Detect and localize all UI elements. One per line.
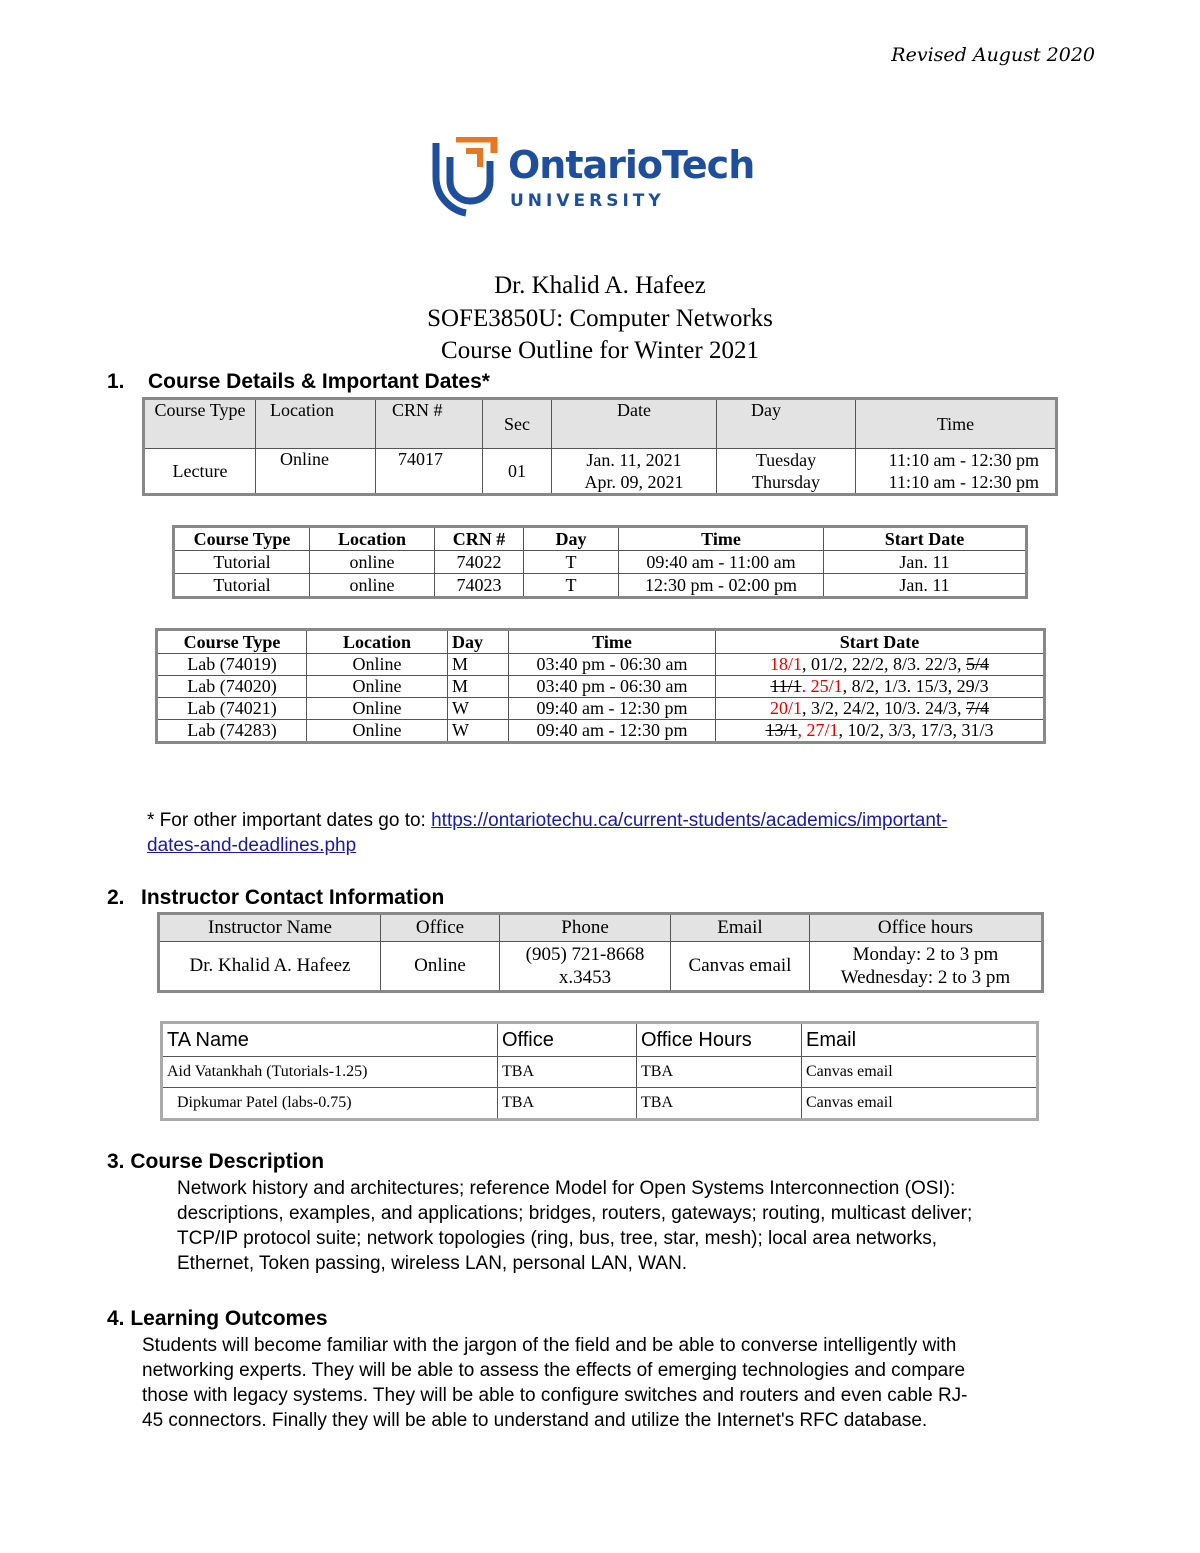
lab-time: 09:40 am - 12:30 pm	[509, 720, 716, 743]
lecture-time-1: 11:10 am - 12:30 pm	[888, 450, 1039, 470]
col-ta-name: TA Name	[162, 1023, 498, 1057]
col-office: Office	[498, 1023, 637, 1057]
tutorial-table	[172, 525, 1028, 599]
tutorial-time: 12:30 pm - 02:00 pm	[619, 574, 824, 598]
ta-hours: TBA	[637, 1088, 802, 1120]
instructor-hours	[810, 942, 1043, 992]
col-crn: CRN #	[376, 399, 483, 449]
outcome-line: Students will become familiar with the jargon of the field and be able to converse intelligently with	[142, 1335, 957, 1356]
tutorial-start: Jan. 11	[824, 551, 1027, 574]
col-email: Email	[802, 1023, 1038, 1057]
lecture-date-start: Jan. 11, 2021	[586, 450, 682, 470]
changed-date: 18/1	[769, 654, 802, 674]
learning-outcomes	[142, 1333, 1092, 1433]
important-dates-note	[147, 808, 948, 858]
important-dates-link[interactable]: https://ontariotechu.ca/current-students/academics/important-	[431, 810, 948, 831]
outline-title: Course Outline for Winter 2021	[441, 337, 759, 364]
lab-location: Online	[307, 654, 448, 676]
col-time: Time	[856, 399, 1057, 449]
col-crn: CRN #	[435, 527, 524, 551]
university-logo	[432, 137, 772, 217]
logo-wordmark: OntarioTech	[508, 143, 755, 187]
tutorial-type: Tutorial	[174, 574, 310, 598]
lecture-dates	[552, 449, 717, 495]
cancelled-date: 13/1	[765, 720, 798, 740]
changed-date: , 27/1	[797, 720, 839, 740]
section1-number: 1.	[107, 370, 125, 393]
lab-location: Online	[307, 698, 448, 720]
note-prefix: * For other important dates go to:	[147, 810, 432, 831]
lab-day: W	[448, 720, 509, 743]
lecture-sec: 01	[483, 449, 552, 495]
col-date: Date	[552, 399, 717, 449]
lecture-location: Online	[256, 449, 376, 495]
col-office: Office	[381, 914, 500, 942]
lab-time: 09:40 am - 12:30 pm	[509, 698, 716, 720]
table-row	[157, 698, 1045, 720]
cancelled-date: 7/4	[966, 698, 990, 718]
tutorial-crn: 74022	[435, 551, 524, 574]
ta-office: TBA	[498, 1057, 637, 1088]
col-office-hours: Office hours	[810, 914, 1043, 942]
lecture-crn: 74017	[376, 449, 483, 495]
lab-table	[155, 628, 1046, 744]
table-row	[162, 1088, 1038, 1120]
lab-dates	[716, 676, 1045, 698]
col-email: Email	[671, 914, 810, 942]
col-start-date: Start Date	[716, 630, 1045, 654]
table-row	[162, 1057, 1038, 1088]
instructor-email: Canvas email	[671, 942, 810, 992]
section4-heading: 4. Learning Outcomes	[107, 1307, 328, 1330]
table-row	[159, 942, 1043, 992]
table-row	[157, 720, 1045, 743]
cancelled-date: 11/1	[770, 676, 802, 696]
table-row	[174, 574, 1027, 598]
lecture-days	[717, 449, 856, 495]
instructor-table	[157, 912, 1044, 993]
tutorial-location: online	[310, 551, 435, 574]
instructor-phone	[500, 942, 671, 992]
important-dates-link-cont[interactable]: dates-and-deadlines.php	[147, 835, 357, 856]
instructor-name: Dr. Khalid A. Hafeez	[159, 942, 381, 992]
lab-type: Lab (74019)	[157, 654, 307, 676]
tutorial-day: T	[524, 551, 619, 574]
ta-email: Canvas email	[802, 1088, 1038, 1120]
col-course-type: Course Type	[174, 527, 310, 551]
col-day: Day	[524, 527, 619, 551]
instructor-title: Dr. Khalid A. Hafeez	[494, 272, 706, 299]
table-row	[157, 676, 1045, 698]
lab-type: Lab (74020)	[157, 676, 307, 698]
lecture-time-2: 11:10 am - 12:30 pm	[888, 472, 1039, 492]
tutorial-start: Jan. 11	[824, 574, 1027, 598]
lab-time: 03:40 pm - 06:30 am	[509, 654, 716, 676]
col-course-type: Course Type	[157, 630, 307, 654]
lab-location: Online	[307, 720, 448, 743]
tutorial-crn: 74023	[435, 574, 524, 598]
col-instructor-name: Instructor Name	[159, 914, 381, 942]
col-day: Day	[448, 630, 509, 654]
outcome-line: networking experts. They will be able to assess the effects of emerging technologies and compare	[142, 1360, 966, 1381]
lab-dates	[716, 720, 1045, 743]
changed-date: . 25/1	[801, 676, 843, 696]
table-row	[174, 551, 1027, 574]
tutorial-day: T	[524, 574, 619, 598]
col-office-hours: Office Hours	[637, 1023, 802, 1057]
col-sec: Sec	[483, 399, 552, 449]
hours-monday: Monday: 2 to 3 pm	[852, 944, 999, 965]
section1-heading: Course Details & Important Dates*	[148, 370, 490, 393]
col-course-type: Course Type	[144, 399, 256, 449]
col-time: Time	[619, 527, 824, 551]
ta-office: TBA	[498, 1088, 637, 1120]
phone-extension: x.3453	[558, 967, 612, 988]
lab-date-list: , 01/2, 22/2, 8/3. 22/3,	[801, 654, 966, 674]
lab-location: Online	[307, 676, 448, 698]
section2-number: 2.	[107, 886, 125, 909]
lecture-type: Lecture	[144, 449, 256, 495]
instructor-office: Online	[381, 942, 500, 992]
course-description	[177, 1176, 1094, 1276]
lecture-date-end: Apr. 09, 2021	[584, 472, 684, 492]
logo-subtitle: UNIVERSITY	[510, 191, 665, 211]
lecture-day-1: Tuesday	[755, 450, 817, 470]
col-phone: Phone	[500, 914, 671, 942]
tutorial-time: 09:40 am - 11:00 am	[619, 551, 824, 574]
col-start-date: Start Date	[824, 527, 1027, 551]
lab-date-list: , 10/2, 3/3, 17/3, 31/3	[838, 720, 994, 740]
lab-day: M	[448, 654, 509, 676]
hours-wednesday: Wednesday: 2 to 3 pm	[840, 967, 1011, 988]
lab-dates	[716, 698, 1045, 720]
lecture-day-2: Thursday	[752, 472, 820, 492]
lab-time: 03:40 pm - 06:30 am	[509, 676, 716, 698]
lab-type: Lab (74021)	[157, 698, 307, 720]
cancelled-date: 5/4	[966, 654, 990, 674]
lab-type: Lab (74283)	[157, 720, 307, 743]
lecture-table	[142, 397, 1058, 496]
course-title: SOFE3850U: Computer Networks	[427, 305, 773, 332]
ta-email: Canvas email	[802, 1057, 1038, 1088]
description-line: descriptions, examples, and applications; bridges, routers, gateways; routing, multicast deliver;	[177, 1203, 973, 1224]
ta-name: Dipkumar Patel (labs-0.75)	[162, 1088, 498, 1120]
revised-note: Revised August 2020	[891, 44, 1095, 66]
outcome-line: those with legacy systems. They will be able to configure switches and routers and even cable RJ-	[142, 1385, 968, 1406]
description-line: Ethernet, Token passing, wireless LAN, personal LAN, WAN.	[177, 1253, 688, 1274]
tutorial-type: Tutorial	[174, 551, 310, 574]
ta-table	[160, 1021, 1039, 1121]
changed-date: 20/1	[769, 698, 802, 718]
section3-heading: 3. Course Description	[107, 1150, 325, 1173]
lab-date-list: , 8/2, 1/3. 15/3, 29/3	[842, 676, 989, 696]
ta-name: Aid Vatankhah (Tutorials-1.25)	[162, 1057, 498, 1088]
lab-date-list: , 3/2, 24/2, 10/3. 24/3,	[801, 698, 966, 718]
col-location: Location	[307, 630, 448, 654]
col-day: Day	[717, 399, 856, 449]
lab-dates	[716, 654, 1045, 676]
outcome-line: 45 connectors. Finally they will be able to understand and utilize the Internet's RFC database.	[142, 1410, 928, 1431]
table-row	[157, 654, 1045, 676]
ta-hours: TBA	[637, 1057, 802, 1088]
phone-number: (905) 721-8668	[525, 944, 645, 965]
col-location: Location	[310, 527, 435, 551]
tutorial-location: online	[310, 574, 435, 598]
lab-day: M	[448, 676, 509, 698]
lecture-times	[856, 449, 1057, 495]
col-location: Location	[256, 399, 376, 449]
section2-heading: Instructor Contact Information	[141, 886, 445, 909]
description-line: TCP/IP protocol suite; network topologies (ring, bus, tree, star, mesh); local area networks,	[177, 1228, 937, 1249]
col-time: Time	[509, 630, 716, 654]
description-line: Network history and architectures; reference Model for Open Systems Interconnection (OSI):	[177, 1178, 956, 1199]
shield-icon	[432, 137, 498, 217]
lab-day: W	[448, 698, 509, 720]
